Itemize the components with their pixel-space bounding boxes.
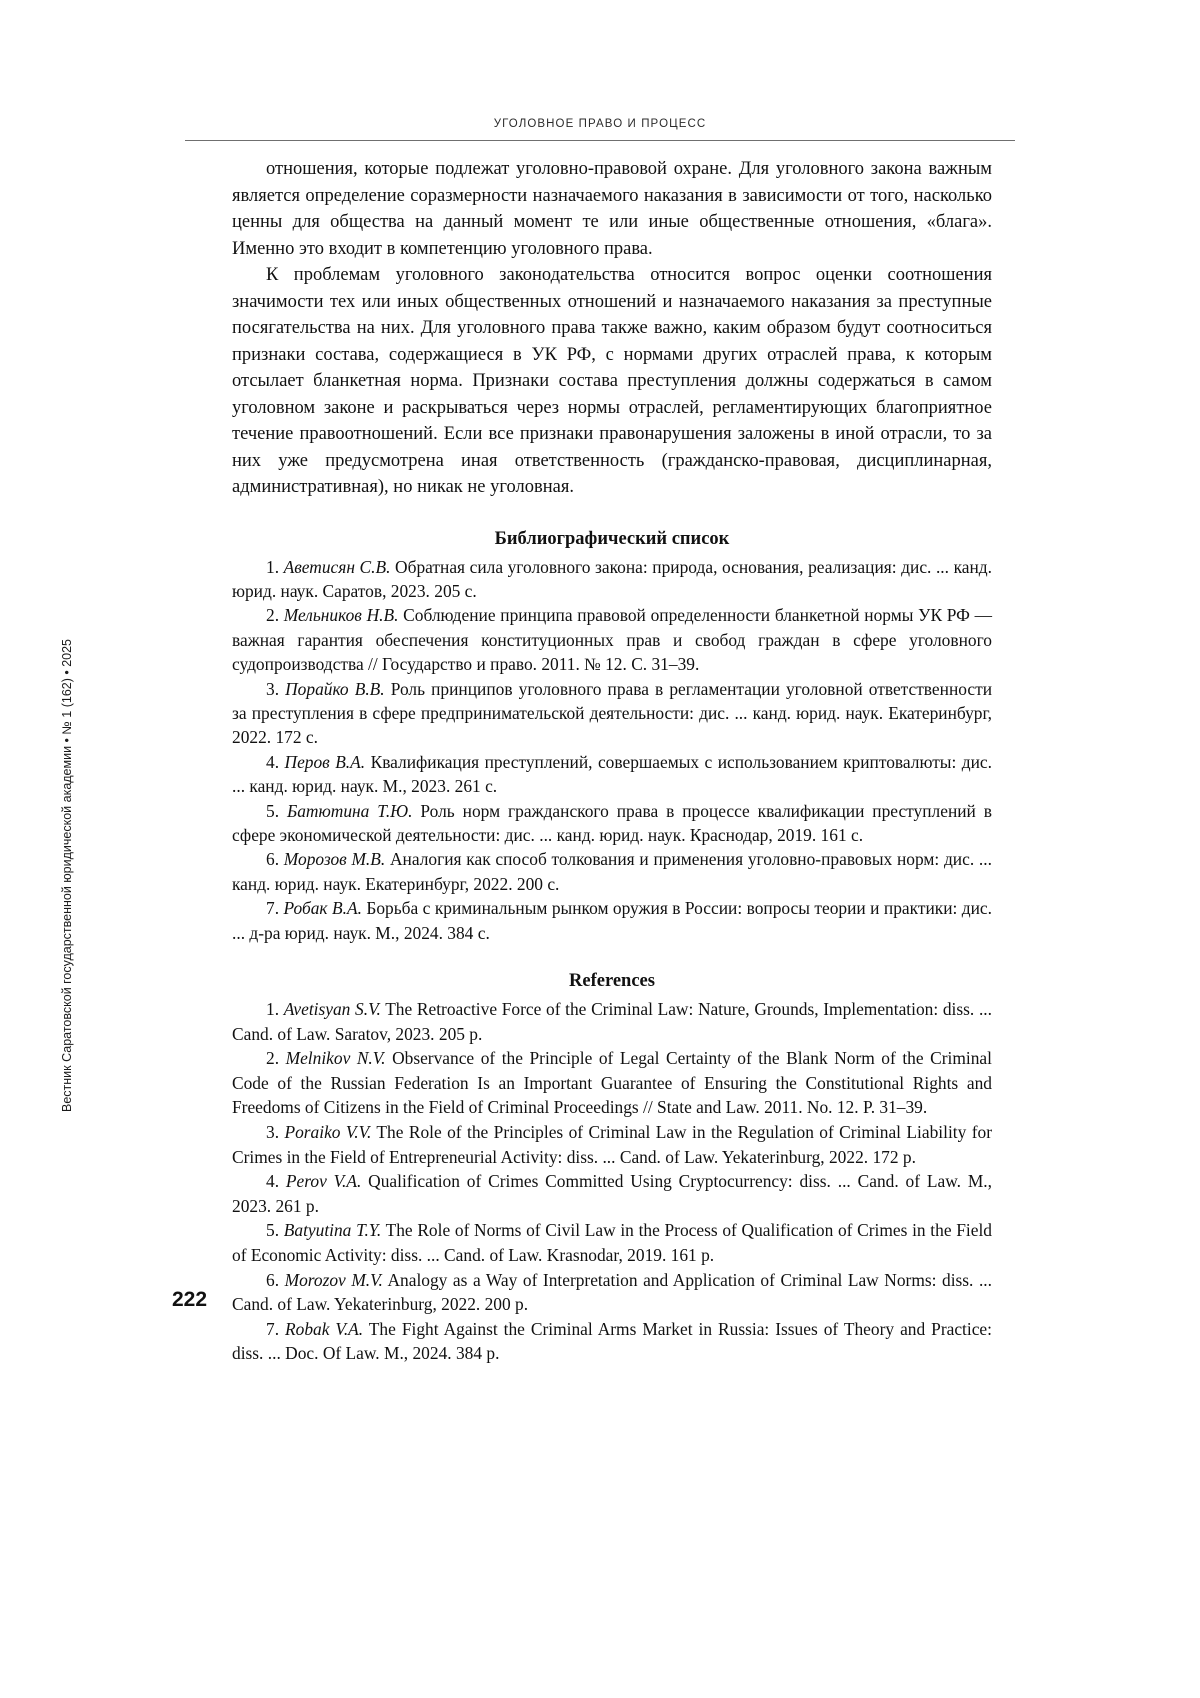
bibliography-item-author: Мельников Н.В. [283,605,399,626]
reference-item-author: Batyutina T.Y. [283,1220,382,1241]
bibliography-item-number: 6. [266,849,280,870]
bibliography-item-text: Борьба с криминальным рынком оружия в России: вопросы теории и практики: дис. ... д-ра юрид. наук. М., 2024. 384 с. [232,898,992,943]
bibliography-item-author: Аветисян С.В. [283,556,391,577]
bibliography-item-text: Квалификация преступлений, совершаемых с использованием криптовалюты: дис. ... канд. юрид. наук. М., 2023. 261 с. [232,751,993,797]
bibliography-item [232,750,992,799]
reference-item [232,1268,992,1317]
reference-item-author: Robak V.A. [285,1318,364,1339]
bibliography-item-number: 5. [266,800,280,821]
reference-item [232,1169,992,1218]
reference-item-author: Avetisyan S.V. [283,999,381,1019]
bibliography-item [232,677,992,750]
bibliography-item-number: 1. [266,556,280,577]
bibliography-item-text: Роль норм гражданского права в процессе квалификации преступлений в сфере экономической деятельности: дис. ... канд. юрид. наук. Краснодар, 2019. 161 с. [232,800,992,845]
reference-item-number: 5. [266,1220,280,1241]
bibliography-title: Библиографический список [494,528,730,549]
bibliography-item-text: Соблюдение принципа правовой определенности бланкетной нормы УК РФ — важная гарантия обеспечения конституционных прав и свобод граждан в сфере уголовного судопроизводства // Государство и право. 2011. № 12. С. 31–39. [232,605,993,675]
running-head: УГОЛОВНОЕ ПРАВО И ПРОЦЕСС [493,118,707,130]
bibliography-item-number: 2. [266,605,280,626]
reference-item-number: 4. [266,1171,280,1192]
journal-side-note: Вестник Саратовской государственной юридической академии • № 1 (162) • 2025 [60,638,74,1112]
reference-item-author: Melnikov N.V. [285,1048,386,1069]
references-title: References [569,971,655,991]
reference-item [232,1317,992,1366]
reference-item-text: Observance of the Principle of Legal Certainty of the Blank Norm of the Criminal Code of the Russian Federation Is an Important Guarantee of Ensuring the Constitutional Rights and Freedoms of Citizens in the Field of Criminal Proceedings // State and Law. 2011. No. 12. P. 31–39. [232,1048,992,1118]
bibliography-item [232,847,992,896]
page-number: 222 [172,1288,208,1311]
reference-item-text: The Retroactive Force of the Criminal Law: Nature, Grounds, Implementation: diss. ... Cand. of Law. Saratov, 2023. 205 p. [232,999,992,1044]
reference-item [232,1046,992,1120]
reference-item-number: 3. [266,1121,280,1142]
reference-item-author: Perov V.A. [285,1171,362,1192]
reference-item [232,1120,992,1169]
bibliography-item-number: 4. [266,751,280,772]
reference-item [232,1218,992,1267]
reference-item-author: Morozov M.V. [284,1269,383,1290]
reference-item-text: Analogy as a Way of Interpretation and Application of Criminal Law Norms: diss. ... Cand. of Law. Yekaterinburg, 2022. 200 p. [232,1269,992,1315]
bibliography-item-author: Батютина Т.Ю. [286,800,413,821]
reference-item-text: The Fight Against the Criminal Arms Market in Russia: Issues of Theory and Practice: diss. ... Doc. Of Law. M., 2024. 384 p. [232,1318,992,1364]
bibliography-item [232,799,992,848]
reference-item [232,997,992,1046]
bibliography-item-text: Аналогия как способ толкования и применения уголовно-правовых норм: дис. ... канд. юрид. наук. Екатеринбург, 2022. 200 с. [232,849,992,894]
bibliography-item-text: Обратная сила уголовного закона: природа, основания, реализация: дис. ... канд. юрид. наук. Саратов, 2023. 205 с. [232,556,992,601]
bibliography-item-author: Порайко В.В. [285,678,385,699]
bibliography-item-number: 7. [266,898,280,919]
bibliography-item [232,555,992,604]
reference-item-author: Poraiko V.V. [284,1121,372,1142]
reference-item-number: 1. [266,999,280,1019]
reference-item-number: 2. [266,1048,280,1069]
bibliography-item-text: Роль принципов уголовного права в регламентации уголовной ответственности за преступления в сфере предпринимательской деятельности: дис. ... канд. юрид. наук. Екатеринбург, 2022. 172 с. [232,678,992,748]
reference-item-text: The Role of the Principles of Criminal Law in the Regulation of Criminal Liability for Crimes in the Field of Entrepreneurial Activity: diss. ... Cand. of Law. Yekaterinburg, 2022. 172 p. [232,1121,992,1167]
body-paragraph-2: К проблемам уголовного законодательства относится вопрос оценки соотношения значимости тех или иных общественных отношений и назначаемого наказания за преступные посягательства на них. Для уголовного права также важно, каким образом будут соотноситься признаки состава, содержащиеся в УК РФ, с нормами других отраслей права, к которым отсылает бланкетная норма. Признаки состава преступления должны содержаться в самом уголовном законе и раскрываться через нормы отраслей, регламентирующих благоприятное течение правоотношений. Если все признаки правонарушения заложены в иной отрасли, то за них уже предусмотрена иная ответственность (гражданско-правовая, дисциплинарная, административная), но никак не уголовная. [232,265,992,497]
bibliography-item-author: Перов В.А. [284,751,366,772]
body-paragraph-1: отношения, которые подлежат уголовно-правовой охране. Для уголовного закона важным является определение соразмерности назначаемого наказания в зависимости от того, насколько ценны для общества на данный момент те или иные общественные отношения, «блага». Именно это входит в компетенцию уголовного права. [232,159,992,259]
bibliography-item-author: Морозов М.В. [283,849,386,870]
reference-item-text: Qualification of Crimes Committed Using Cryptocurrency: diss. ... Cand. of Law. M., 2023. 261 p. [232,1171,992,1216]
reference-item-number: 7. [266,1318,280,1339]
header-divider [185,140,1015,141]
bibliography-item [232,896,992,945]
reference-item-number: 6. [266,1269,280,1290]
bibliography-item-number: 3. [266,678,280,699]
bibliography-item [232,603,992,676]
text-column [232,156,992,1366]
reference-item-text: The Role of Norms of Civil Law in the Process of Qualification of Crimes in the Field of Economic Activity: diss. ... Cand. of Law. Krasnodar, 2019. 161 p. [232,1220,992,1265]
bibliography-item-author: Робак В.А. [283,898,362,919]
